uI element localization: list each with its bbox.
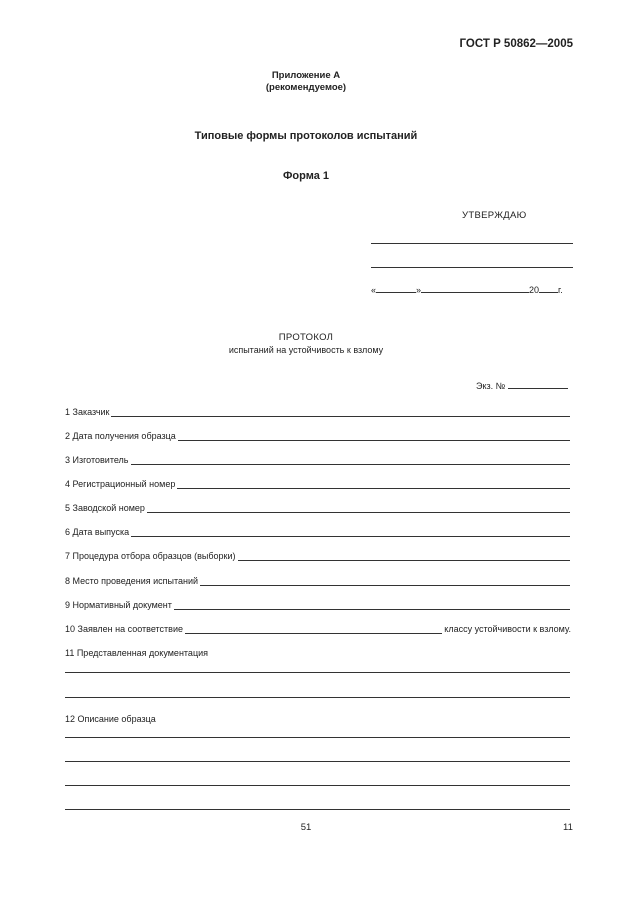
- field-label: 2 Дата получения образца: [65, 431, 176, 441]
- field-registration-number[interactable]: [65, 475, 570, 489]
- field-serial-number[interactable]: [65, 499, 570, 513]
- date-day-blank[interactable]: [376, 284, 416, 293]
- description-line[interactable]: [65, 761, 570, 762]
- form-number: Форма 1: [283, 170, 329, 182]
- field-sample-received-date[interactable]: [65, 427, 570, 441]
- field-release-date[interactable]: [65, 523, 570, 537]
- approve-label: УТВЕРЖДАЮ: [462, 210, 527, 221]
- date-month-blank[interactable]: [421, 284, 529, 293]
- field-declared-class[interactable]: [65, 620, 571, 634]
- appendix-subtitle: (рекомендуемое): [265, 82, 347, 93]
- date-year-prefix: 20: [529, 285, 540, 295]
- description-line[interactable]: [65, 809, 570, 810]
- field-blank[interactable]: [111, 406, 570, 417]
- field-label: 10 Заявлен на соответствие: [65, 624, 183, 634]
- field-label: 3 Изготовитель: [65, 455, 129, 465]
- field-suffix: классу устойчивости к взлому.: [444, 624, 571, 634]
- field-manufacturer[interactable]: [65, 451, 570, 465]
- copy-number[interactable]: [476, 380, 568, 391]
- field-blank[interactable]: [178, 430, 570, 441]
- date-close-quote: »: [416, 285, 422, 295]
- field-blank[interactable]: [131, 454, 571, 465]
- field-blank[interactable]: [185, 623, 442, 634]
- protocol-subtitle: испытаний на устойчивость к взлому: [228, 345, 384, 355]
- field-normative-document[interactable]: [65, 596, 570, 610]
- protocol-title: ПРОТОКОЛ: [278, 332, 334, 343]
- description-line[interactable]: [65, 737, 570, 738]
- field-label: 4 Регистрационный номер: [65, 479, 176, 489]
- field-label: 11 Представленная документация: [65, 648, 208, 658]
- field-blank[interactable]: [147, 502, 570, 513]
- forms-title: Типовые формы протоколов испытаний: [194, 130, 418, 142]
- description-line[interactable]: [65, 785, 570, 786]
- copy-number-label: Экз. №: [476, 381, 506, 391]
- date-open-quote: «: [371, 285, 377, 295]
- field-sampling-procedure[interactable]: [65, 547, 570, 561]
- date-year-suffix: г.: [558, 285, 563, 295]
- approver-name-line[interactable]: [371, 267, 573, 268]
- field-test-location[interactable]: [65, 572, 570, 586]
- field-blank[interactable]: [238, 550, 570, 561]
- standard-code: ГОСТ Р 50862—2005: [459, 38, 573, 50]
- field-blank[interactable]: [131, 526, 570, 537]
- field-label: 5 Заводской номер: [65, 503, 145, 513]
- approver-position-line[interactable]: [371, 243, 573, 244]
- field-documentation: [65, 644, 570, 658]
- date-year-blank[interactable]: [539, 284, 558, 293]
- field-sample-description: [65, 710, 570, 724]
- field-blank[interactable]: [200, 575, 570, 586]
- field-label: 6 Дата выпуска: [65, 527, 130, 537]
- field-label: 1 Заказчик: [65, 407, 110, 417]
- field-label: 12 Описание образца: [65, 714, 156, 724]
- field-blank[interactable]: [174, 599, 570, 610]
- sheet-number: 11: [563, 822, 573, 833]
- page-number: 51: [300, 822, 312, 833]
- documentation-line[interactable]: [65, 672, 570, 673]
- appendix-title: Приложение А: [271, 70, 341, 81]
- field-customer[interactable]: [65, 403, 570, 417]
- field-label: 9 Нормативный документ: [65, 600, 172, 610]
- approve-date[interactable]: [371, 284, 563, 295]
- field-blank[interactable]: [177, 478, 570, 489]
- documentation-line[interactable]: [65, 697, 570, 698]
- field-label: 7 Процедура отбора образцов (выборки): [65, 551, 236, 561]
- field-label: 8 Место проведения испытаний: [65, 576, 199, 586]
- copy-number-blank[interactable]: [508, 380, 568, 389]
